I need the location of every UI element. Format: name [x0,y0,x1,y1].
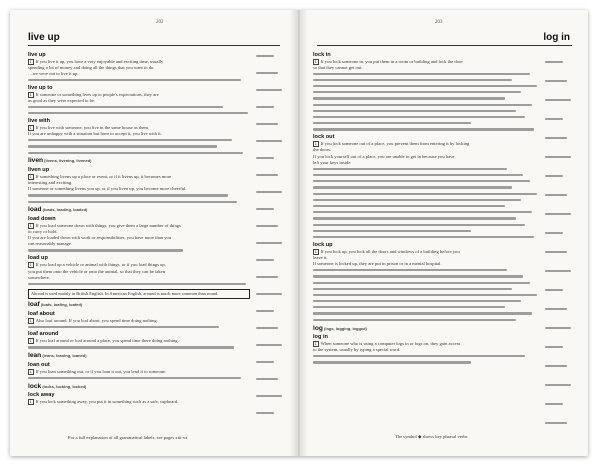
margin-grammar-note [545,193,569,198]
margin-text-bar [545,346,563,348]
sense-marker: 1 [314,59,317,64]
margin-text-bar [256,327,278,329]
illegible-text-line [313,317,539,323]
entry-headword [28,157,250,165]
left-text-column [28,50,250,405]
text-placeholder-bar [313,104,532,106]
dictionary-entry [28,362,250,381]
text-placeholder-bar [313,91,521,93]
definition-text: If someone or something livens you up, or if you liven up, you become more cheerful. [28,186,187,192]
entry-headword [28,383,250,391]
margin-text-bar [545,137,567,139]
definition-text: If something livens up a place or event, or if it livens up, it becomes more [35,173,172,179]
left-running-head: live up [28,32,60,43]
text-placeholder-bar [313,217,516,219]
text-placeholder-bar [313,211,532,213]
text-placeholder-bar [313,186,512,188]
illegible-text-line [313,360,539,366]
definition-text: If you live with someone, you live in the same house as them. [35,125,150,130]
margin-grammar-note [256,292,284,297]
dictionary-entry [313,334,539,366]
illegible-text-line [28,77,250,83]
open-book [10,10,588,456]
text-placeholder-bar [313,180,530,182]
margin-text-bar [256,89,282,91]
margin-text-bar [545,80,567,82]
entry-headword [28,392,250,399]
headword-text: loaf about [28,310,55,317]
definition-text: Also loaf around. If you loaf about, you spend time doing nothing. [35,317,158,323]
margin-text-bar [545,175,563,177]
margin-grammar-note [256,241,284,246]
margin-grammar-note [256,88,284,93]
entry-headword [313,325,539,333]
text-placeholder-bar [28,326,219,328]
illegible-text-line [28,324,250,330]
margin-text-bar [256,55,274,57]
entry-headword [313,52,539,59]
illegible-text-line [28,281,250,287]
entry-headword [28,352,250,360]
sense-marker: 1 [314,142,317,147]
margin-text-bar [256,395,282,397]
headword-text: liven [28,157,44,165]
dictionary-entry [313,325,539,333]
margin-text-bar [256,361,274,363]
margin-text-bar [545,308,567,310]
illegible-text-line [28,345,250,351]
text-placeholder-bar [313,282,530,284]
sense-marker: 1 [314,249,317,254]
illegible-text-line [313,234,539,240]
margin-grammar-note [256,309,276,314]
dictionary-entry [28,311,250,330]
margin-grammar-note [256,360,276,365]
sense-marker: 1 [314,342,317,346]
headword-forms: (loafs, loafing, loafed) [39,302,83,308]
entry-headword [28,331,250,338]
sense-marker: 1 [29,318,32,323]
dictionary-entry [313,134,539,240]
text-placeholder-bar [313,306,505,308]
dictionary-entry [28,52,250,84]
definition-text: …we were out to live it up. [28,70,79,76]
text-placeholder-bar [313,288,512,290]
margin-grammar-note [545,136,569,141]
margin-grammar-note [256,326,280,331]
text-placeholder-bar [313,97,505,99]
definition-text: If someone or something lives up to people's expectations, they are [35,91,159,97]
margin-grammar-note [545,402,565,407]
definition-line [28,399,250,405]
margin-text-bar [256,106,274,108]
margin-grammar-note [256,105,276,110]
margin-grammar-note [545,307,569,312]
margin-text-bar [545,289,563,291]
margin-grammar-note [545,383,573,388]
text-placeholder-bar [313,128,534,130]
margin-grammar-note [545,421,569,426]
margin-grammar-note [256,224,280,229]
illegible-text-line [28,248,250,254]
definition-text: somewhere. [28,274,51,280]
text-placeholder-bar [28,112,248,114]
entry-headword [313,334,539,341]
margin-text-bar [256,123,278,125]
dictionary-entry [313,242,539,323]
entry-headword [28,255,250,262]
definition-text: If you lock up, you lock all the doors and windows of a building before you [320,248,460,254]
right-running-head: log in [543,32,570,43]
text-placeholder-bar [313,73,530,75]
entry-headword [28,118,250,125]
margin-grammar-note [256,190,284,195]
definition-text: you put them onto the vehicle or onto the animal, so that they can be taken [28,268,166,274]
text-placeholder-bar [313,193,537,195]
margin-text-bar [256,191,282,193]
headword-text: lock out [313,134,335,141]
sense-marker: 1 [29,92,32,97]
margin-grammar-note [256,139,284,144]
text-placeholder-bar [28,377,241,379]
dictionary-entry [28,331,250,350]
text-placeholder-bar [313,236,534,238]
margin-grammar-note [256,122,280,127]
definition-text: If you loaf around or loaf around a place, you spend time there doing nothing. [35,338,179,344]
definition-text: so that they cannot get out. [313,64,363,70]
illegible-text-line [28,150,250,156]
text-placeholder-bar [313,275,523,277]
text-placeholder-bar [313,174,523,176]
entry-headword [28,85,250,92]
headword-text: loan out [28,361,50,368]
headword-forms: (logs, logging, logged) [322,325,367,331]
margin-text-bar [545,118,563,120]
entry-headword [28,167,250,174]
text-placeholder-bar [28,346,234,348]
margin-grammar-note [256,275,280,280]
right-footer: The symbol ◆ shows key phrasal verbs [395,434,468,439]
definition-text: If you are loaded down with work or responsibilities, you have more than you [28,235,172,241]
text-placeholder-bar [313,205,505,207]
text-placeholder-bar [28,139,232,141]
headword-text: lean [28,352,42,360]
definition-text: as good as they were expected to be. [28,97,96,103]
text-placeholder-bar [313,319,516,321]
headword-text: lock [28,382,42,390]
margin-text-bar [256,242,282,244]
margin-text-bar [545,156,571,158]
entry-headword [28,311,250,318]
margin-grammar-note [545,79,569,84]
headword-text: live with [28,118,51,124]
entry-headword [28,362,250,369]
margin-text-bar [545,270,571,272]
dictionary-entry [28,85,250,117]
margin-grammar-note [256,258,276,263]
margin-text-bar [545,99,571,101]
text-placeholder-bar [313,361,471,363]
margin-grammar-note [545,174,565,179]
margin-grammar-note [545,117,565,122]
text-placeholder-bar [313,199,521,201]
text-placeholder-bar [313,79,512,81]
margin-text-bar [256,293,282,295]
text-placeholder-bar [28,106,223,108]
definition-text: If you lock someone out of a place, you prevent them from entering it by locking [320,141,470,147]
text-placeholder-bar [28,194,228,196]
left-header-rule [28,45,280,46]
headword-text: liven up [28,166,50,173]
margin-text-bar [256,276,278,278]
margin-text-bar [256,225,278,227]
margin-text-bar [256,208,274,210]
sense-marker: 1 [29,369,32,374]
definition-text: to carry or hold. [28,229,58,235]
dictionary-entry [28,118,250,156]
headword-text: loaf around [28,331,59,338]
text-placeholder-bar [313,168,507,170]
text-placeholder-bar [28,152,243,154]
margin-text-bar [256,72,278,74]
text-placeholder-bar [28,145,217,147]
definition-text: If you load up a vehicle or animal with things, or if you load things up, [35,262,166,268]
margin-grammar-note [545,212,573,217]
margin-grammar-note [256,54,276,59]
left-page [10,10,299,456]
headword-forms: (leans, leaning, loaned) [41,353,87,359]
text-placeholder-bar [313,85,537,87]
definition-text: If you lock yourself out of a place, you are unable to get in because you have [313,153,455,159]
margin-grammar-note [256,156,276,161]
entry-headword [313,134,539,141]
sense-marker: 1 [29,223,32,228]
headword-text: load up [28,255,48,262]
right-page [299,10,588,456]
dictionary-entry [313,52,539,133]
headword-text: lock away [28,392,55,399]
definition-text: If someone is locked up, they are put in prison or in a mental hospital. [313,261,442,267]
headword-text: lock in [313,51,331,58]
headword-text: load down [28,215,56,222]
text-placeholder-bar [313,294,537,296]
dictionary-entry [28,255,250,287]
margin-grammar-note [545,364,569,369]
usage-note-box: Abroad is used mainly in British English. In American English, around is much more common than round. [28,289,250,299]
margin-grammar-note [545,288,565,293]
margin-text-bar [256,157,274,159]
sense-marker: 1 [29,59,32,64]
text-placeholder-bar [28,201,237,203]
definition-text: If you loan something out, or if you loan it out, you lend it to someone. [35,368,167,374]
margin-text-bar [545,384,571,386]
entry-headword [28,206,250,214]
sense-marker: 1 [29,263,32,268]
entry-headword [28,216,250,223]
right-text-column [313,50,539,366]
margin-text-bar [256,174,278,176]
headword-forms: (livens, livening, livened) [43,158,92,164]
text-placeholder-bar [313,110,516,112]
left-page-number: 202 [156,20,164,25]
margin-grammar-note [256,377,280,382]
text-placeholder-bar [313,300,521,302]
definition-text: When someone who is using a computer logs in or logs on, they gain access [320,341,461,346]
headword-forms: (loads, loading, loaded) [41,207,88,213]
text-placeholder-bar [313,355,525,357]
text-placeholder-bar [313,269,507,271]
entry-headword [28,52,250,59]
margin-grammar-note [545,231,565,236]
text-placeholder-bar [313,122,471,124]
sense-marker: 1 [29,400,32,405]
margin-grammar-note [256,71,280,76]
illegible-text-line [313,127,539,133]
margin-text-bar [545,422,567,424]
dictionary-entry [28,301,250,309]
definition-text: interesting and exciting. [28,180,73,186]
margin-grammar-note [545,269,573,274]
margin-text-bar [545,232,563,234]
margin-grammar-note [256,173,280,178]
left-footer: For a full explanation of all grammatical labels, see pages xiii-xx [68,435,188,440]
dictionary-entry [28,216,250,254]
margin-text-bar [256,259,274,261]
right-page-number: 203 [435,20,443,25]
text-placeholder-bar [313,224,525,226]
margin-grammar-note [545,60,565,65]
margin-text-bar [256,378,278,380]
entry-headword [313,242,539,249]
margin-text-bar [545,365,567,367]
definition-text: left your keys inside. [313,159,352,165]
definition-text: leave it. [313,254,328,260]
definition-text: spending a lot of money and doing all the things that you want to do. [28,64,155,70]
text-placeholder-bar [313,230,471,232]
text-placeholder-bar [28,79,241,81]
headword-text: live up [28,51,46,58]
margin-grammar-note [256,411,276,416]
definition-text: If you lock someone in, you put them in a room or building and lock the door [320,58,463,64]
margin-text-bar [545,61,563,63]
definition-text: the doors. [313,147,332,153]
sense-marker: 1 [29,174,32,179]
margin-grammar-note [545,98,573,103]
margin-grammar-note [256,207,276,212]
margin-grammar-note [545,155,573,160]
sense-marker: 1 [29,339,32,344]
dictionary-entry [28,157,250,165]
headword-text: loaf [28,301,40,309]
sense-marker: 1 [29,126,32,130]
definition-text: to the system, usually by typing a special word. [313,347,401,353]
margin-text-bar [256,310,274,312]
definition-text: If you lock something away, you put it in something such as a safe, cupboard. [35,399,179,405]
text-placeholder-bar [28,249,183,251]
dictionary-entry [28,392,250,405]
illegible-text-line [28,375,250,381]
headword-forms: (locks, locking, locked) [41,383,87,389]
dictionary-entry [28,352,250,360]
headword-text: live up to [28,84,53,91]
definition-text: If you load someone down with things, you give them a large number of things [35,222,181,228]
margin-text-bar [545,403,563,405]
dictionary-entry [28,383,250,391]
headword-text: log in [313,334,328,340]
margin-text-bar [256,344,282,346]
margin-text-bar [545,194,567,196]
right-header-rule [317,45,572,46]
text-placeholder-bar [313,312,532,314]
margin-grammar-note [545,345,565,350]
margin-text-bar [545,251,567,253]
headword-text: load [28,206,42,214]
headword-text: lock up [313,241,333,248]
text-placeholder-bar [28,283,246,285]
headword-text: log [313,324,323,332]
margin-text-bar [545,327,571,329]
margin-grammar-note [545,250,569,255]
definition-text: If you live it up, you have a very enjoyable and exciting time, usually [35,58,164,64]
illegible-text-line [28,199,250,205]
text-placeholder-bar [313,116,525,118]
entry-headword [28,301,250,309]
margin-grammar-note [256,343,284,348]
definition-text: can reasonably manage. [28,241,73,247]
illegible-text-line [28,110,250,116]
definition-text: If you are unhappy with a situation but have to accept it, you live with it. [28,131,162,137]
margin-text-bar [545,213,571,215]
margin-grammar-note [256,394,284,399]
dictionary-entry [28,167,250,205]
margin-grammar-note [545,326,573,331]
margin-text-bar [256,412,274,414]
dictionary-entry [28,206,250,214]
margin-text-bar [256,140,282,142]
